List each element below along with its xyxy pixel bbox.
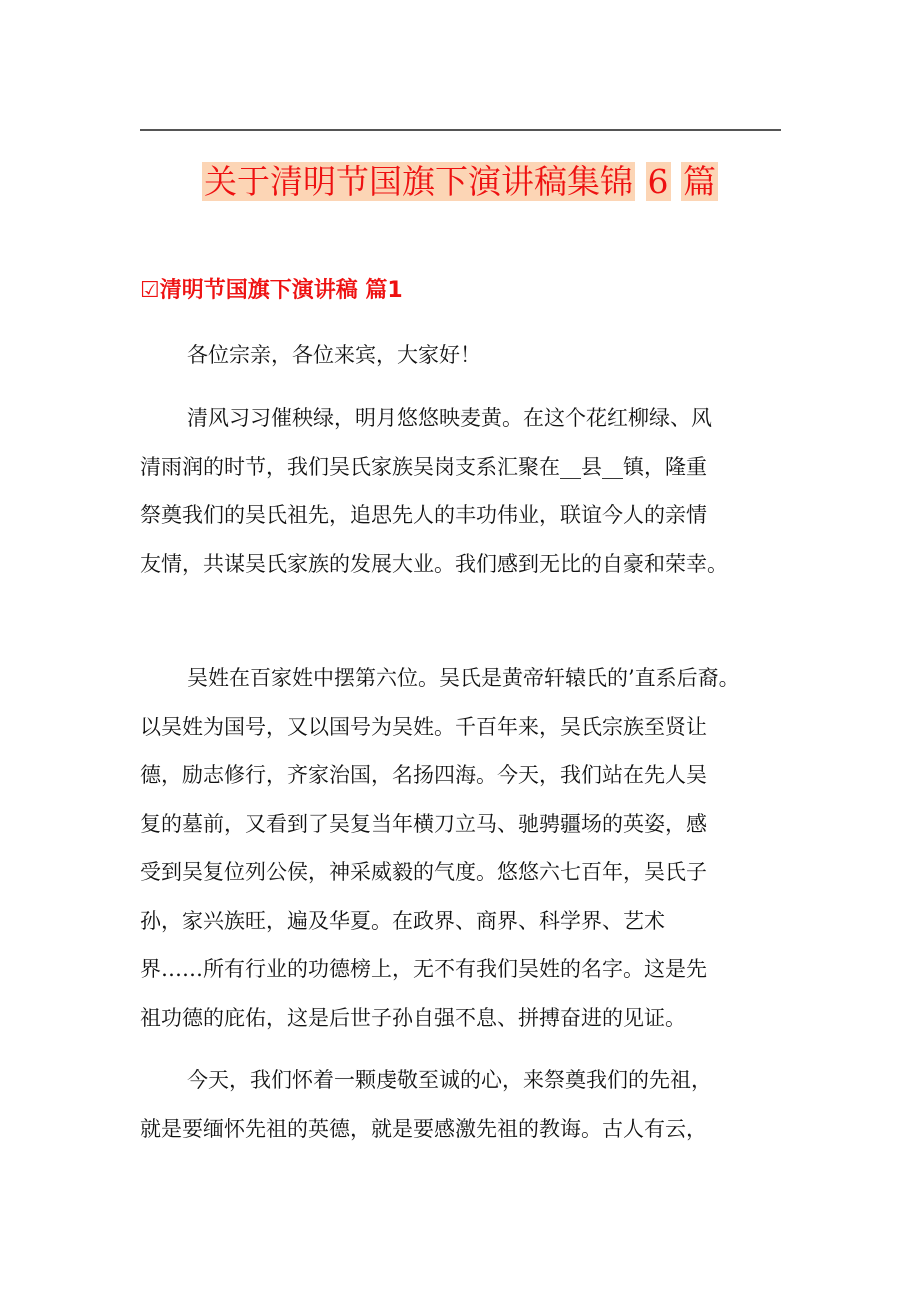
title-main: 关于清明节国旗下演讲稿集锦 [204,162,633,201]
text-line: 孙，家兴族旺，遍及华夏。在政界、商界、科学界、艺术 [140,908,665,933]
text-line: 复的墓前，又看到了吴复当年横刀立马、驰骋疆场的英姿，感 [140,811,707,836]
text-line: 界……所有行业的功德榜上，无不有我们吴姓的名字。这是先 [140,957,707,981]
paragraph-2 [140,663,800,1051]
text-line: 清风习习催秧绿，明月悠悠映麦黄。在这个花红柳绿、风 [187,406,712,430]
paragraph-3 [140,1065,800,1162]
text-line: 以吴姓为国号，又以国号为吴姓。千百年来，吴氏宗族至贤让 [140,714,707,739]
text-line: 受到吴复位列公侯，神采威毅的气度。悠悠六七百年，吴氏子 [140,860,707,884]
title-number: 6 [647,162,669,201]
text-line: 就是要缅怀先祖的英德，就是要感激先祖的教诲。古人有云， [140,1116,707,1141]
text-line: 今天，我们怀着一颗虔敬至诚的心，来祭奠我们的先祖， [187,1068,712,1092]
header-rule [140,129,781,131]
text-line: 清雨润的时节，我们吴氏家族吴岗支系汇聚在__县__镇，隆重 [140,454,707,479]
title-suffix: 篇 [683,162,716,201]
text-line: 吴姓在百家姓中摆第六位。吴氏是黄帝轩辕氏的’直系后裔。 [187,666,740,690]
document-title [0,160,920,204]
text-line: 德，励志修行，齐家治国，名扬四海。今天，我们站在先人吴 [140,763,707,787]
paragraph-greeting [140,340,800,389]
text-line: 祖功德的庇佑，这是后世子孙自强不息、拼搏奋进的见证。 [140,1005,686,1030]
text-line: 祭奠我们的吴氏祖先，追思先人的丰功伟业，联谊今人的亲情 [140,503,707,527]
section-heading: ☑清明节国旗下演讲稿 篇1 [140,278,403,303]
text-line: 友情，共谋吴氏家族的发展大业。我们感到无比的自豪和荣幸。 [140,551,728,576]
text-line: 各位宗亲，各位来宾，大家好！ [187,343,481,367]
paragraph-1 [140,403,800,597]
